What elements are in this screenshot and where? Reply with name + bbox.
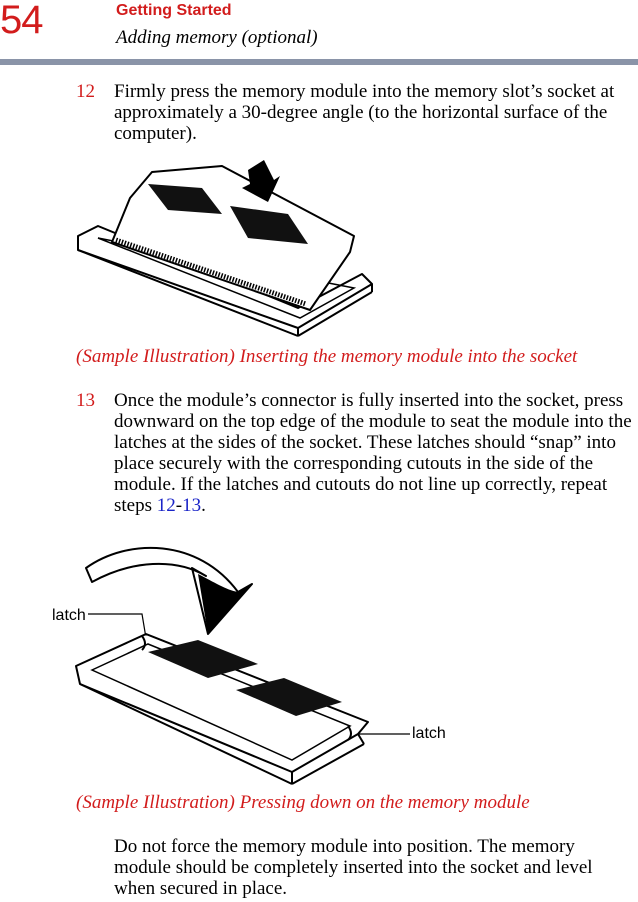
figure-insert-module <box>72 158 382 338</box>
latch-label-right: latch <box>412 725 446 742</box>
figure-press-module <box>48 538 458 788</box>
page-number: 54 <box>0 0 43 42</box>
figure-caption: (Sample Illustration) Pressing down on the memory module <box>76 792 530 813</box>
step-link-13[interactable]: 13 <box>182 495 202 516</box>
step-text: Firmly press the memory module into the memory slot’s socket at approximately a 30-degree angle (to the horizontal surface of the computer). <box>114 81 615 144</box>
note-text: Do not force the memory module into position. The memory module should be completely inserted into the socket and level when secured in place. <box>114 836 593 899</box>
step-link-12[interactable]: 12 <box>156 495 176 516</box>
chapter-title: Getting Started <box>116 2 232 19</box>
latch-label-left: latch <box>52 607 86 624</box>
step-text: Once the module’s connector is fully inserted into the socket, press downward on the top edge of the module to seat the module into the latches at the sides of the socket. These latches should “snap” into place securely with the corresponding cutouts in the side of the module. If the latches and cutouts do not line up correctly, repeat steps 12-13. <box>114 390 632 516</box>
section-title: Adding memory (optional) <box>116 27 318 48</box>
step-number: 12 <box>76 81 95 102</box>
header-rule <box>0 59 638 65</box>
figure-caption: (Sample Illustration) Inserting the memory module into the socket <box>76 346 578 367</box>
step-number: 13 <box>76 390 95 411</box>
